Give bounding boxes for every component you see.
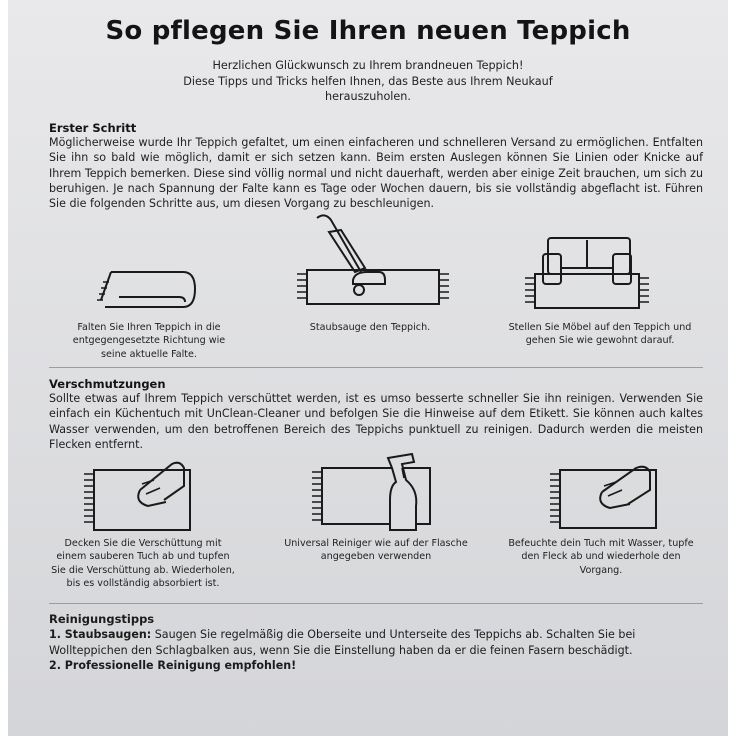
page-title: So pflegen Sie Ihren neuen Teppich	[105, 16, 631, 46]
caption-universal-cleaner: Universal Reiniger wie auf der Flasche angegeben verwenden	[284, 538, 468, 563]
section-heading-cleaning-tips: Reinigungstipps	[49, 612, 155, 626]
first-step-paragraph	[49, 135, 703, 211]
hand-cloth-blot-icon	[80, 456, 200, 536]
section-heading-first-step: Erster Schritt	[49, 121, 137, 135]
tip-vacuuming	[49, 627, 709, 658]
hand-cloth-wet-icon	[546, 460, 666, 535]
first-step-text: Möglicherweise wurde Ihr Teppich gefaltet, um einen einfacheren und schnelleren Versand zu ermöglichen. Entfalten Sie ihn so bald wie möglich, damit er sich setzen kann. Beim ersten Auslegen können Sie Linien oder Knicke auf Ihrem Teppich bemerken. Diese sind völlig normal und nicht dauerhaft, werden aber einige Zeit brauchen, um sich zu beruhigen. Je nach Spannung der Falte kann es Tage oder Wochen dauern, bis sie vollständig abgeflacht ist. Führen Sie die folgenden Schritte aus, um diesen Vorgang zu beschleunigen.	[49, 136, 703, 211]
tip-label: 1. Staubsaugen:	[49, 628, 152, 642]
intro-line: herauszuholen.	[325, 90, 411, 103]
section-divider	[49, 367, 703, 368]
vacuum-rug-icon	[293, 210, 453, 315]
caption-blot-spill: Decken Sie die Verschüttung mit einem sauberen Tuch ab und tupfen Sie die Verschüttung ab. Wiederholen, bis es vollständig absorbiert ist.	[51, 538, 235, 590]
sofa-rug-icon	[521, 232, 651, 312]
stains-paragraph	[49, 391, 703, 452]
tip-text: Saugen Sie regelmäßig die Oberseite und Unterseite des Teppichs ab. Schalten Sie bei Wollteppichen den Schlagbalken aus, wenn Sie die Einstellung haben da er die feinen Fasern beschädigt.	[49, 628, 636, 657]
caption-furniture: Stellen Sie Möbel auf den Teppich und gehen Sie wie gewohnt darauf.	[508, 322, 692, 347]
section-heading-stains: Verschmutzungen	[49, 377, 166, 391]
section-divider	[49, 603, 703, 604]
intro-line: Diese Tipps und Tricks helfen Ihnen, das Beste aus Ihrem Neukauf	[183, 74, 553, 88]
folded-rug-icon	[93, 262, 203, 312]
care-instructions-page	[8, 0, 728, 736]
caption-fold-rug: Falten Sie Ihren Teppich in die entgegengesetzte Richtung wie seine aktuelle Falte.	[72, 322, 226, 360]
caption-vacuum: Staubsauge den Teppich.	[309, 322, 431, 333]
intro-text	[158, 58, 578, 105]
stains-text: Sollte etwas auf Ihrem Teppich verschüttet werden, ist es umso besserte schneller Sie ihn reinigen. Verwenden Sie einfach ein Küchentuch mit UnClean-Cleaner und befolgen Sie die Hinweise auf dem Etikett. Sie können auch kaltes Wasser verwenden, um den betroffenen Bereich des Teppichs punktuell zu reinigen. Dadurch werden die meisten Flecken entfernt.	[49, 392, 703, 451]
spray-bottle-rug-icon	[310, 450, 440, 535]
caption-wet-cloth: Befeuchte dein Tuch mit Wasser, tupfe den Fleck ab und wiederhole den Vorgang.	[508, 538, 694, 576]
cleaning-tips	[49, 612, 709, 673]
intro-line: Herzlichen Glückwunsch zu Ihrem brandneuen Teppich!	[212, 59, 524, 72]
tip-professional-cleaning: 2. Professionelle Reinigung empfohlen!	[49, 658, 297, 672]
